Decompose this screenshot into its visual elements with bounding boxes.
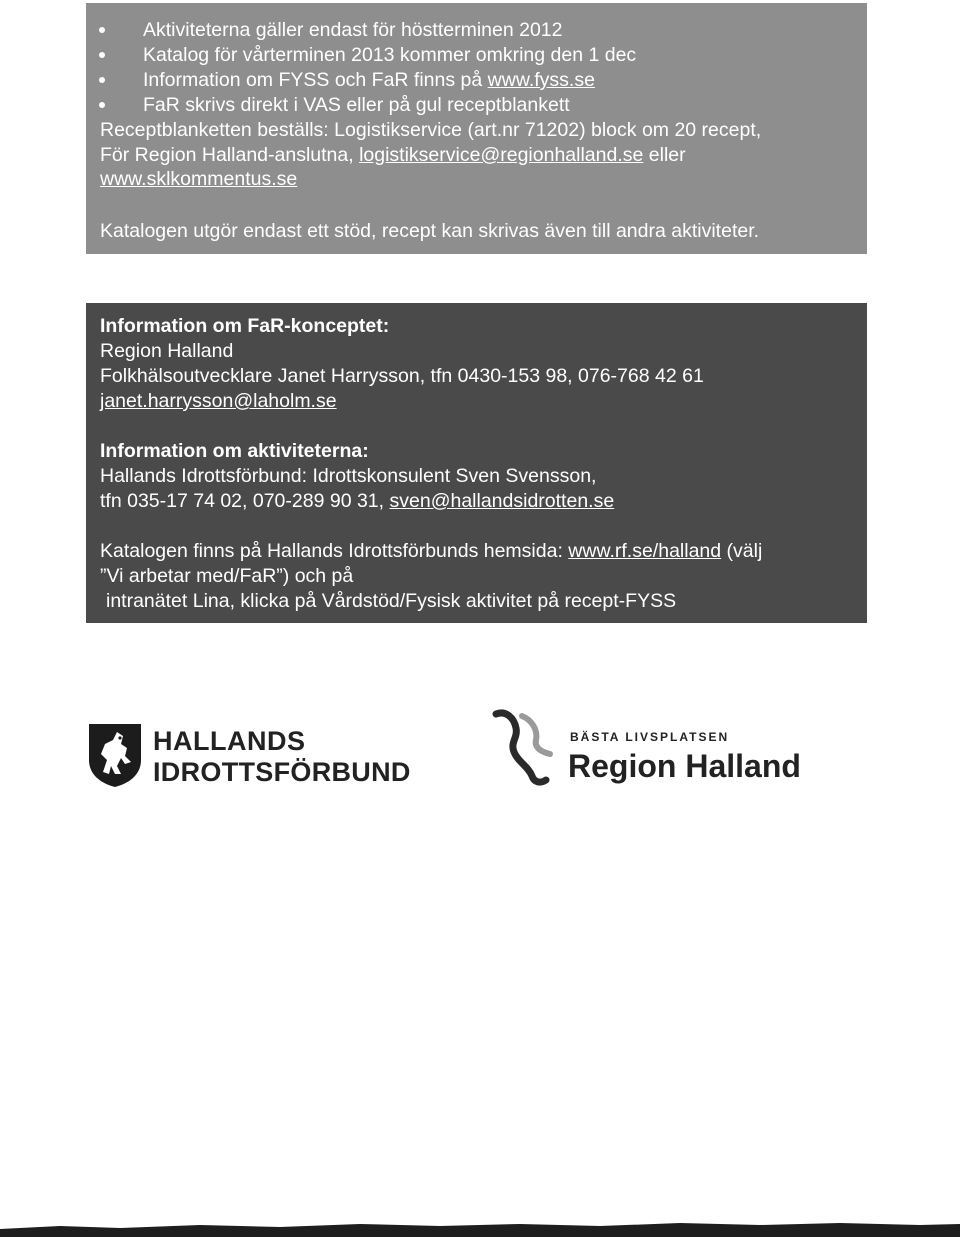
catalog-path-line: ”Vi arbetar med/FaR”) och på: [100, 565, 354, 587]
bottom-brush-decoration: [0, 1220, 960, 1237]
catalog-website-link[interactable]: www.rf.se/halland: [568, 540, 722, 562]
bullet-icon: [99, 27, 105, 33]
bullet-icon: [99, 102, 105, 108]
far-contact-person: Folkhälsoutvecklare Janet Harrysson, tfn 0430-153 98, 076-768 42 61: [100, 365, 704, 387]
catalog-website-text: Katalogen finns på Hallands Idrottsförbunds hemsida:: [100, 540, 563, 562]
order-contact-text: För Region Halland-anslutna,: [100, 144, 354, 166]
activities-email-link[interactable]: sven@hallandsidrotten.se: [389, 490, 615, 512]
hif-logo-line1: HALLANDS: [153, 726, 306, 756]
catalog-website-suffix: (välj: [726, 540, 763, 562]
region-outline-icon: [492, 708, 562, 788]
order-email-link[interactable]: logistikservice@regionhalland.se: [359, 144, 644, 166]
far-organization: Region Halland: [100, 340, 234, 362]
bullet-item: FaR skrivs direkt i VAS eller på gul receptblankett: [143, 94, 570, 116]
bullet-item-text: Information om FYSS och FaR finns på: [143, 69, 483, 91]
bullet-icon: [99, 77, 105, 83]
activities-phone-line: [100, 489, 614, 513]
activities-heading: Information om aktiviteterna:: [100, 440, 369, 462]
skl-link[interactable]: www.sklkommentus.se: [100, 168, 298, 190]
contact-box: [86, 303, 867, 623]
hallands-idrottsforbund-logo: [87, 722, 417, 792]
lion-shield-icon: [87, 722, 143, 788]
intranet-line: intranätet Lina, klicka på Vårdstöd/Fysisk aktivitet på recept-FYSS: [106, 590, 677, 612]
catalog-website-line: [100, 539, 762, 563]
far-email-link[interactable]: janet.harrysson@laholm.se: [100, 390, 337, 412]
bullet-item: [143, 68, 595, 92]
bullet-item: Aktiviteterna gäller endast för höstterminen 2012: [143, 19, 563, 41]
fyss-link[interactable]: www.fyss.se: [487, 69, 595, 91]
bullet-icon: [99, 52, 105, 58]
region-halland-logo: [492, 708, 812, 793]
skl-line: [100, 167, 297, 191]
activities-contact-person: Hallands Idrottsförbund: Idrottskonsulent Sven Svensson,: [100, 465, 597, 487]
bullet-item: Katalog för vårterminen 2013 kommer omkring den 1 dec: [143, 44, 637, 66]
hif-logo-line2: IDROTTSFÖRBUND: [153, 757, 411, 787]
far-heading: Information om FaR-konceptet:: [100, 315, 390, 337]
region-halland-name: Region Halland: [568, 748, 801, 784]
order-contact-line: [100, 143, 686, 167]
far-email-line: [100, 389, 337, 413]
catalog-note: Katalogen utgör endast ett stöd, recept kan skrivas även till andra aktiviteter.: [100, 220, 760, 242]
activities-phone: tfn 035-17 74 02, 070-289 90 31,: [100, 490, 385, 512]
region-halland-tagline: BÄSTA LIVSPLATSEN: [570, 730, 730, 744]
order-info-line: Receptblanketten beställs: Logistikservice (art.nr 71202) block om 20 recept,: [100, 119, 762, 141]
order-or-text: eller: [648, 144, 686, 166]
info-box: [86, 3, 867, 254]
